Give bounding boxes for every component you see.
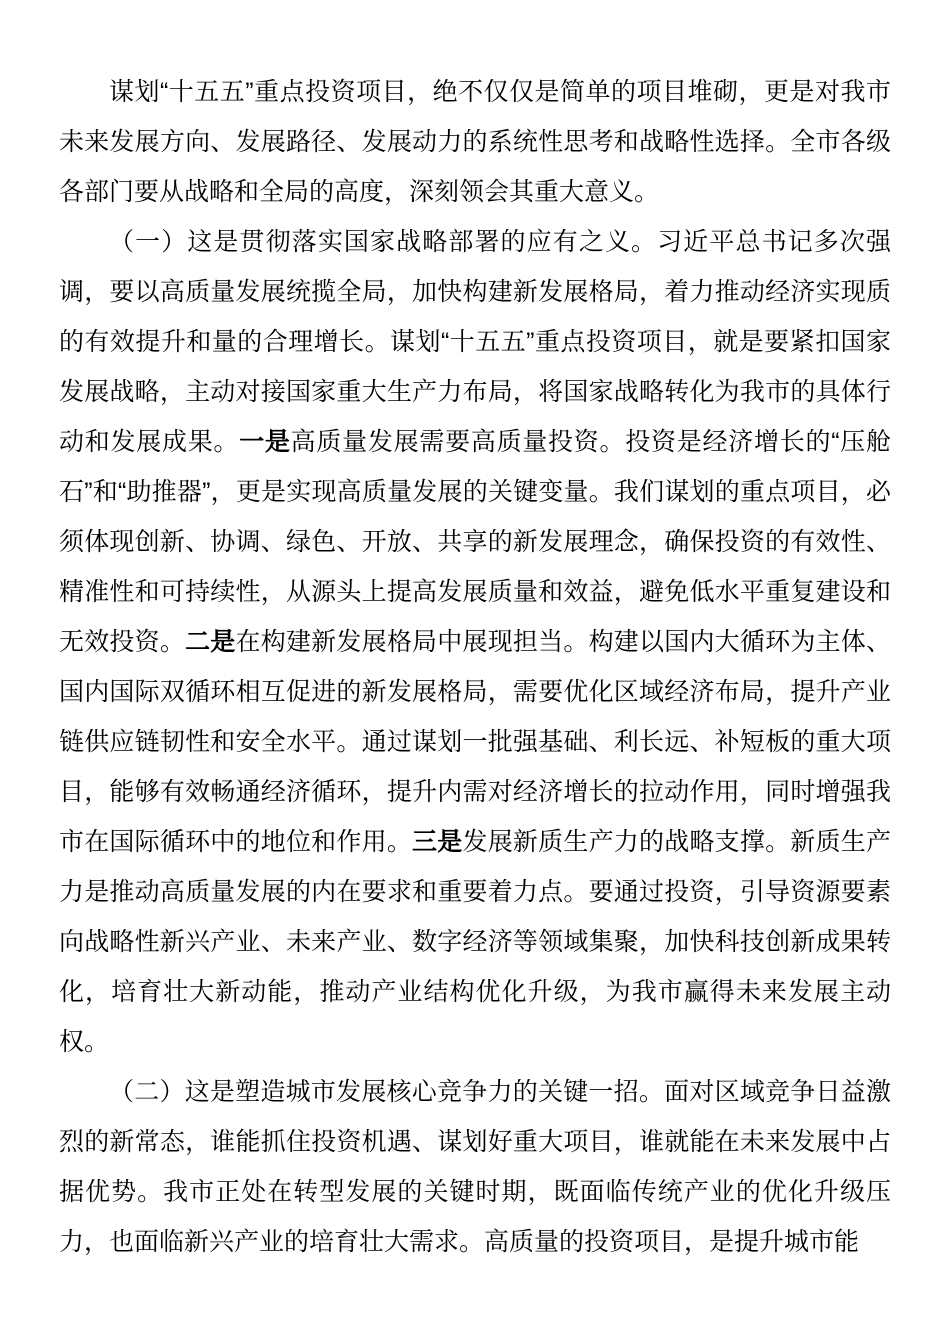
text-run: （二）这是塑造城市发展核心竞争力的关键一招。面对区域竞争日益激烈的新常态，谁能抓住投资机遇、谋划好重大项目，谁就能在未来发展中占据优势。我市正处在转型发展的关键时期，既面临传统产业的优化升级压力，也面临新兴产业的培育壮大需求。高质量的投资项目，是提升城市能 xyxy=(59,1078,891,1256)
bold-text-run: 一是 xyxy=(239,428,291,456)
paragraph-point-two xyxy=(59,1067,891,1267)
paragraph-point-one xyxy=(59,217,891,1067)
text-run: 高质量发展需要高质量投资。投资是经济增长的“压舱石”和“助推器”，更是实现高质量发展的关键变量。我们谋划的重点项目，必须体现创新、协调、绿色、开放、共享的新发展理念，确保投资的有效性、精准性和可持续性，从源头上提高发展质量和效益，避免低水平重复建设和无效投资。 xyxy=(59,428,891,656)
bold-text-run: 三是 xyxy=(412,828,463,856)
bold-text-run: 二是 xyxy=(185,628,236,656)
text-run: 发展新质生产力的战略支撑。新质生产力是推动高质量发展的内在要求和重要着力点。要通过投资，引导资源要素向战略性新兴产业、未来产业、数字经济等领域集聚，加快科技创新成果转化，培育壮大新动能，推动产业结构优化升级，为我市赢得未来发展主动权。 xyxy=(59,828,891,1056)
text-run: 谋划“十五五”重点投资项目，绝不仅仅是简单的项目堆砌，更是对我市未来发展方向、发展路径、发展动力的系统性思考和战略性选择。全市各级各部门要从战略和全局的高度，深刻领会其重大意义。 xyxy=(59,78,891,206)
text-run: （一）这是贯彻落实国家战略部署的应有之义。习近平总书记多次强调，要以高质量发展统揽全局，加快构建新发展格局，着力推动经济实现质的有效提升和量的合理增长。谋划“十五五”重点投资项目，就是要紧扣国家发展战略，主动对接国家重大生产力布局，将国家战略转化为我市的具体行动和发展成果。 xyxy=(59,228,891,456)
text-run: 在构建新发展格局中展现担当。构建以国内大循环为主体、国内国际双循环相互促进的新发展格局，需要优化区域经济布局，提升产业链供应链韧性和安全水平。通过谋划一批强基础、利长远、补短板的重大项目，能够有效畅通经济循环，提升内需对经济增长的拉动作用，同时增强我市在国际循环中的地位和作用。 xyxy=(59,628,891,856)
paragraph-intro xyxy=(59,67,891,217)
